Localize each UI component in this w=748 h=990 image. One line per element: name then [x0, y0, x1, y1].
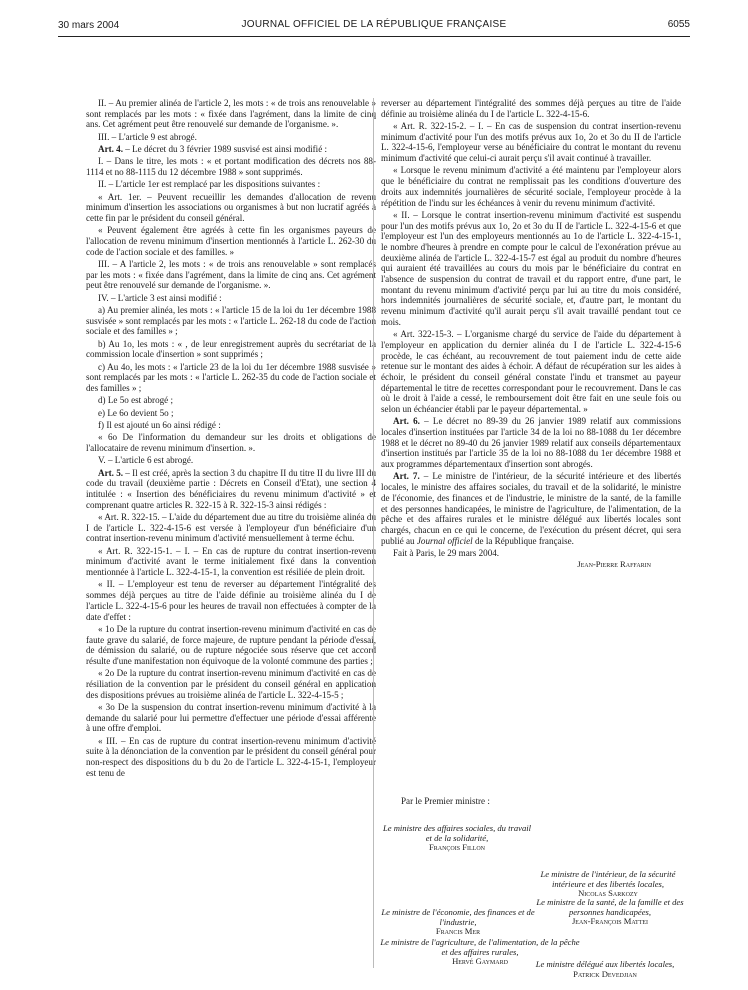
paragraph: III. – A l'article 2, les mots : « de trois ans renouvelable » sont remplacés par les mots : « fixée dans l'agrément, dans la limite de cinq ans. Cet agrément peut être renouvelé sur demande de l'organisme. ». [86, 259, 376, 291]
article-5: Art. 5. – Il est créé, après la section 3 du chapitre II du titre II du livre III du code du travail (deuxième partie : Décrets en Conseil d'Etat), une section 4 intitulée : « Insertion des bénéficiaires du revenu minimum d'activité » et comprenant quatre articles R. 322-15 à R. 322-15-3 ainsi rédigés : [86, 467, 376, 510]
minister-title: Le ministre de l'intérieur, de la sécurité intérieure et des libertés locales, [540, 869, 676, 889]
article-6: Art. 6. – Le décret no 89-39 du 26 janvier 1989 relatif aux commissions locales d'insertion instituées par l'article 34 de la loi no 88-1088 du 1er décembre 1988 et le décret no 89-40 du 26 janvier 1989 relatif aux conseils départementaux d'insertion institués par l'article 35 de la loi no 88-1088 du 1er décembre 1988 et aux programmes départementaux d'insertion sont abrogés. [381, 416, 681, 470]
minister-title: Le ministre de la santé, de la famille et des personnes handicapées, [536, 897, 684, 917]
paragraph: « Art. 322-15-3. – L'organisme chargé du service de l'aide du département à l'employeur en application du dernier alinéa du I de l'article L. 322-4-15-6 procède, le cas échéant, au recouvrement de tout paiement indu de cette aide retenue sur le montant des aides à échoir. A défaut de récupération sur les aides à échoir, le président du conseil général constate l'indu et transmet au payeur départemental le titre de recettes correspondant pour le recouvrement. Dans le cas où le droit à l'aide a cessé, le remboursement doit être fait en une seule fois ou selon un échéancier établi par le payeur départemental. » [381, 329, 681, 415]
paragraph: « Peuvent également être agréés à cette fin les organismes payeurs de l'allocation de revenu minimum d'insertion mentionnés à l'article L. 262-30 du code de l'action sociale et des familles. » [86, 225, 376, 257]
paragraph: « Lorsque le revenu minimum d'activité a été maintenu par l'employeur alors que le bénéficiaire du contrat ne remplissait pas les conditions d'ouverture des droits aux indemnités journalières de sécurité sociale, l'employeur procède à la répétition de l'indu sur les échéances à venir du revenu minimum d'activité. [381, 165, 681, 208]
paragraph: « Art. R. 322-15. – L'aide du département due au titre du troisième alinéa du I de l'article L. 322-4-15-6 est versée à l'employeur d'un bénéficiaire d'un contrat insertion-revenu minimum d'activité mensuellement à terme échu. [86, 512, 376, 544]
paragraph: IV. – L'article 3 est ainsi modifié : [98, 292, 222, 303]
signer-name: Jean-Pierre Raffarin [577, 559, 651, 570]
signature-4 [530, 898, 690, 929]
article-label: Art. 5. [98, 467, 124, 478]
minister-title: Le ministre délégué aux libertés locales, [535, 959, 675, 969]
signer-name: Nicolas Sarkozy [578, 888, 638, 899]
paragraph: c) Au 4o, les mots : « l'article 23 de la loi du 1er décembre 1988 susvisée » sont remplacés par les mots : « l'article L. 262-35 du code de l'action sociale et des familles » ; [86, 361, 376, 394]
paragraph: b) Au 1o, les mots : « , de leur enregistrement auprès du secrétariat de la commission locale d'insertion » sont supprimés ; [86, 338, 376, 360]
signature-3 [378, 908, 538, 939]
article-label: Art. 6. [393, 416, 420, 427]
paragraph: V. – L'article 6 est abrogé. [98, 455, 194, 466]
page-number: 6055 [667, 19, 690, 30]
journal-title: JOURNAL OFFICIEL DE LA RÉPUBLIQUE FRANÇAISE [241, 19, 507, 30]
signer-name: Francis Mer [435, 926, 481, 937]
paragraph: « II. – L'employeur est tenu de reverser au département l'intégralité des sommes déjà perçues au titre de l'aide définie au troisième alinéa du I de l'article L. 322-4-15-6 pour les heures de travail non effectuées à compter de la date d'effet : [86, 579, 376, 622]
signer-name: Hervé Gaymard [452, 956, 508, 967]
place-date: Fait à Paris, le 29 mars 2004. [393, 547, 500, 558]
paragraph: f) Il est ajouté un 6o ainsi rédigé : [98, 420, 221, 430]
paragraph: e) Le 6o devient 5o ; [98, 407, 174, 418]
minister-title: Le ministre de l'économie, des finances et de l'industrie, [381, 907, 535, 927]
paragraph: a) Au premier alinéa, les mots : « l'article 15 de la loi du 1er décembre 1988 susvisée » sont remplacés par les mots : « l'article L. 262-18 du code de l'action sociale et des familles » ; [86, 305, 376, 337]
minister-title: Le ministre de l'agriculture, de l'alimentation, de la pêche et des affaires rurales, [380, 937, 580, 957]
paragraph: I. – Dans le titre, les mots : « et portant modification des décrets nos 88-1114 et no 88-1115 du 12 décembre 1988 » sont supprimés. [86, 156, 376, 177]
paragraph: II. – L'article 1er est remplacé par les dispositions suivantes : [98, 179, 321, 190]
paragraph: « II. – Lorsque le contrat insertion-revenu minimum d'activité est suspendu pour l'un des motifs prévus aux 1o, 2o et 3o du II de l'article L. 322-4-15-6 et que l'employeur est l'un des employeurs mentionnés au 1o de l'article L. 322-4-15-1, le nombre d'heures à prendre en compte pour le calcul de l'exonération prévue au deuxième alinéa de l'article L. 322-4-15-7 est égal au produit du nombre d'heures qui auraient été travaillées au cours du mois par le bénéficiaire du contrat en l'absence de suspension du contrat de travail et du rapport entre, d'une part, le montant du revenu minimum d'activité perçu par lui au titre du mois considéré, hors indemnités journalières de sécurité sociale, et, d'autre part, le montant du revenu minimum d'activité qu'il aurait perçu s'il avait travaillé pendant tout ce mois. [381, 209, 681, 327]
signer-name: François Fillon [428, 842, 486, 853]
paragraph: « 1o De la rupture du contrat insertion-revenu minimum d'activité en cas de faute grave du salarié, de force majeure, de rupture pendant la période d'essai, de démission du salarié, ou de rupture négociée sous réserve que cet accord résulte d'une manifestation non équivoque de la volonté commune des parties ; [86, 623, 376, 666]
paragraph: d) Le 5o est abrogé ; [98, 395, 173, 406]
minister-title: Le ministre des affaires sociales, du travail et de la solidarité, [382, 823, 532, 843]
article-7: Art. 7. – Le ministre de l'intérieur, de la sécurité intérieure et des libertés locales, le ministre des affaires sociales, du travail et de la solidarité, le ministre de l'économie, des finances et de l'industrie, le ministre de la santé, de la famille et des personnes handicapées, le ministre de l'agriculture, de l'alimentation, de la pêche et des affaires rurales et le ministre délégué aux libertés locales sont chargés, chacun en ce qui le concerne, de l'exécution du présent décret, qui sera publié au Journal officiel de la République française. [381, 471, 681, 546]
paragraph: « Art. R. 322-15-2. – I. – En cas de suspension du contrat insertion-revenu minimum d'activité pour l'un des motifs prévus aux 1o, 2o et 3o du II de l'article L. 322-4-15-6, l'employeur verse au bénéficiaire du contrat le montant du revenu minimum d'activité que celui-ci aurait perçu s'il avait continué à travailler. [381, 121, 681, 164]
paragraph: II. – Au premier alinéa de l'article 2, les mots : « de trois ans renouvelable » sont remplacés par les mots : « fixée dans l'agrément, dans la limite de cinq ans. Cet agrément peut être renouvelé sur demande de l'organisme. ». [86, 98, 376, 130]
signer-name: Patrick Devedjian [573, 968, 637, 979]
paragraph: « Art. 1er. – Peuvent recueillir les demandes d'allocation de revenu minimum d'insertion les associations ou organismes à but non lucratif agréés à cette fin par le président du conseil général. [86, 191, 376, 223]
article-4: Art. 4. – Le décret du 3 février 1989 susvisé est ainsi modifié : [98, 144, 328, 154]
article-label: Art. 7. [393, 471, 420, 482]
paragraph: « III. – En cas de rupture du contrat insertion-revenu minimum d'activité suite à la dénonciation de la convention par le président du conseil général pour non-respect des dispositions du b du 2o de l'article L. 322-4-15-1, l'employeur est tenu de [86, 735, 376, 778]
by-prime-minister: Par le Premier ministre : [401, 796, 490, 806]
signature-6 [520, 960, 690, 981]
article-label: Art. 4. [98, 144, 123, 154]
paragraph: « 2o De la rupture du contrat insertion-revenu minimum d'activité en cas de résiliation de la convention par le président du conseil général en application des dispositions prévues au troisième alinéa de l'article L. 322-4-15-5 ; [86, 668, 376, 700]
paragraph: reverser au département l'intégralité des sommes déjà perçues au titre de l'aide définie au troisième alinéa du I de l'article L. 322-4-15-6. [381, 98, 681, 119]
signer-name: Jean-François Mattei [571, 916, 649, 927]
paragraph: III. – L'article 9 est abrogé. [98, 131, 197, 142]
paragraph: « 6o De l'information du demandeur sur les droits et obligations de l'allocataire de revenu minimum d'insertion. ». [86, 432, 376, 453]
paragraph: « Art. R. 322-15-1. – I. – En cas de rupture du contrat insertion-revenu minimum d'activité avant le terme initialement fixé dans la convention mentionnée à l'article L. 322-4-15-1, la convention est résiliée de plein droit. [86, 545, 376, 578]
paragraph: « 3o De la suspension du contrat insertion-revenu minimum d'activité à la demande du salarié pour lui permettre d'effectuer une période d'essai afférente à une offre d'emploi. [86, 701, 376, 734]
issue-date: 30 mars 2004 [58, 20, 120, 31]
